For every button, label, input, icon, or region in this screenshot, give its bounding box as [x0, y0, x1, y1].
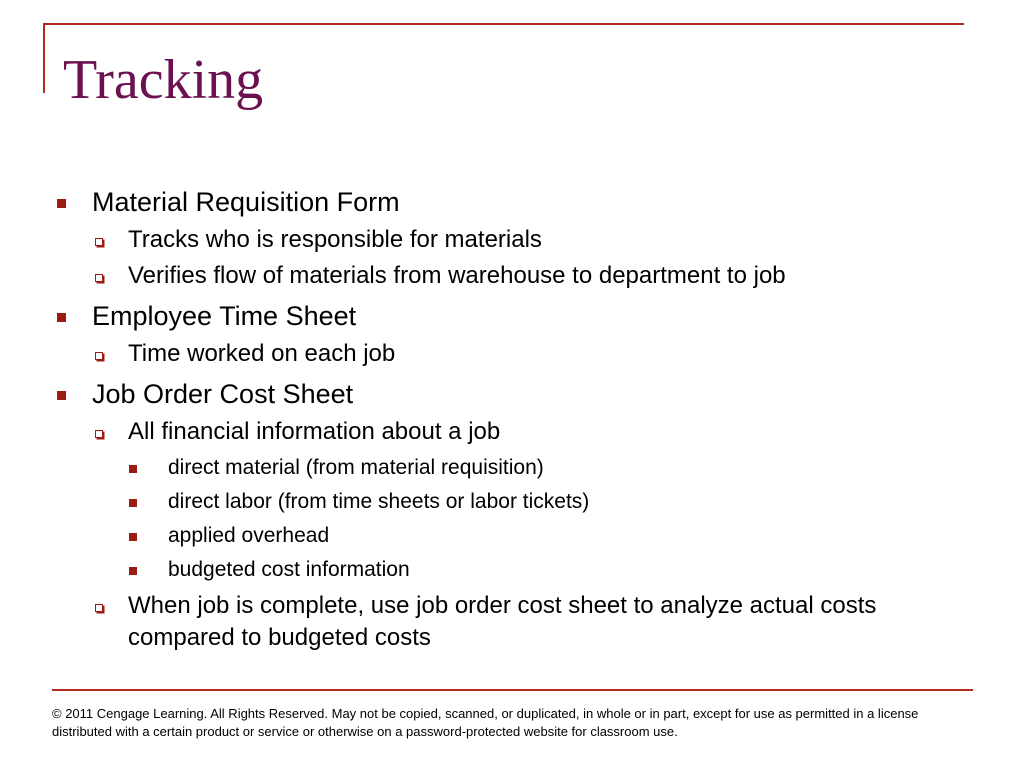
hollow-square-bullet-icon [95, 430, 103, 438]
copyright-footer: © 2011 Cengage Learning. All Rights Reserved. May not be copied, scanned, or duplicated, in whole or in part, except for use as permitted in a license distributed with a certain product or service or otherwise on a password-protected website for classroom use. [52, 706, 919, 739]
sub-sub-bullet [55, 454, 975, 482]
bullet-job-order-cost-sheet [55, 376, 975, 412]
sub-sub-bullet-text: direct labor (from time sheets or labor tickets) [168, 490, 590, 513]
sub-sub-bullet [55, 556, 975, 584]
sub-bullet-text: Tracks who is responsible for materials [128, 226, 542, 253]
footer-divider [52, 689, 973, 691]
small-square-bullet-icon [129, 465, 137, 473]
bullet-material-requisition-form [55, 184, 975, 220]
sub-bullet [55, 260, 975, 292]
sub-bullet [55, 416, 975, 448]
top-border-line [43, 23, 964, 25]
sub-sub-bullet [55, 522, 975, 550]
small-square-bullet-icon [129, 567, 137, 575]
hollow-square-bullet-icon [95, 238, 103, 246]
square-bullet-icon [57, 391, 66, 400]
sub-sub-bullet-text: applied overhead [168, 524, 330, 547]
bullet-text: Employee Time Sheet [92, 301, 357, 331]
small-square-bullet-icon [129, 533, 137, 541]
square-bullet-icon [57, 199, 66, 208]
sub-bullet-text: Time worked on each job [128, 340, 396, 367]
sub-bullet-text: All financial information about a job [128, 418, 501, 445]
sub-sub-bullet-text: direct material (from material requisition) [168, 456, 544, 479]
hollow-square-bullet-icon [95, 274, 103, 282]
sub-sub-bullet-text: budgeted cost information [168, 558, 410, 581]
sub-bullet-text: When job is complete, use job order cost sheet to analyze actual costs compared to budgeted costs [128, 592, 877, 651]
sub-sub-bullet [55, 488, 975, 516]
hollow-square-bullet-icon [95, 352, 103, 360]
square-bullet-icon [57, 313, 66, 322]
slide-content [55, 182, 975, 654]
sub-bullet [55, 224, 975, 256]
bullet-employee-time-sheet [55, 298, 975, 334]
slide-title: Tracking [63, 49, 264, 111]
sub-bullet [55, 590, 975, 654]
sub-bullet-text: Verifies flow of materials from warehouse to department to job [128, 262, 786, 289]
bullet-text: Material Requisition Form [92, 187, 400, 217]
left-border-line [43, 23, 45, 93]
small-square-bullet-icon [129, 499, 137, 507]
hollow-square-bullet-icon [95, 604, 103, 612]
sub-bullet [55, 338, 975, 370]
bullet-text: Job Order Cost Sheet [92, 379, 354, 409]
